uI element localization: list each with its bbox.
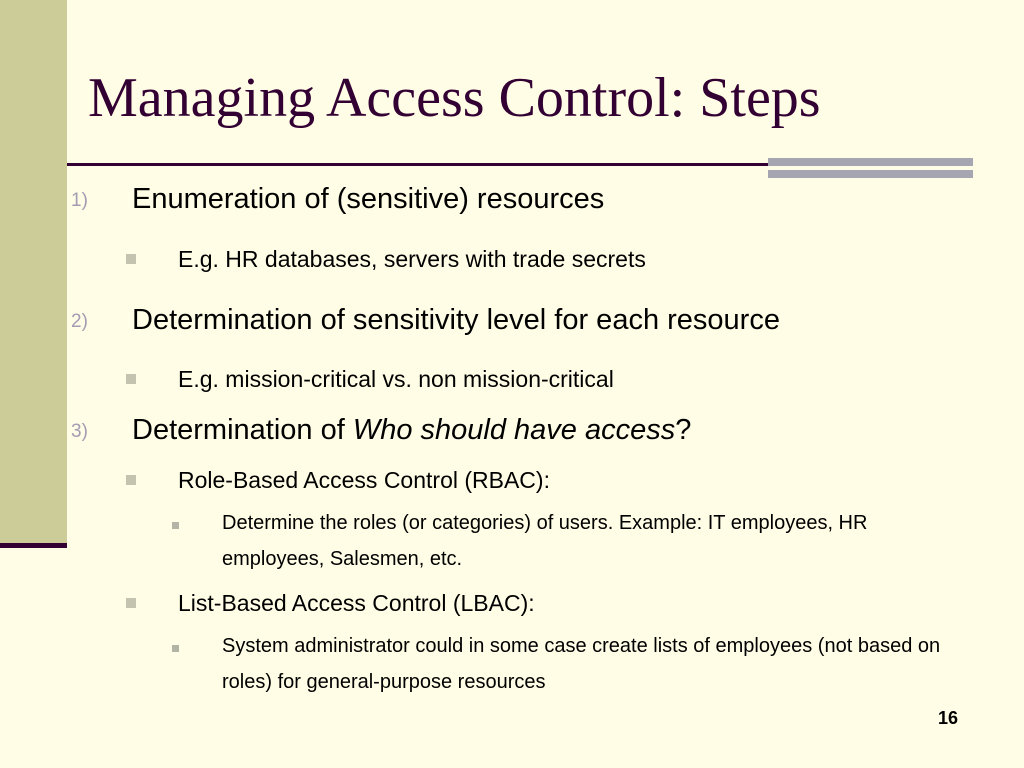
lbac-description: System administrator could in some case create lists of employees (not based on roles) for general-purpose resources [222,635,941,693]
step-1-text: Enumeration of (sensitive) resources [132,183,605,215]
left-accent-bar [0,0,67,546]
rbac-description: Determine the roles (or categories) of users. Example: IT employees, HR employees, Salesmen, etc. [222,512,868,570]
step-number-1: 1) [71,190,88,211]
lbac-heading: List-Based Access Control (LBAC): [178,590,535,616]
bullet-square [126,254,136,264]
bullet-square [126,374,136,384]
bullet-square [126,598,136,608]
decorative-gray-bar-bottom [768,170,973,178]
bullet-square-small [172,522,179,529]
left-accent-underline [0,543,67,548]
rbac-heading: Role-Based Access Control (RBAC): [178,467,550,493]
page-number: 16 [938,708,959,728]
step-2-example: E.g. mission-critical vs. non mission-critical [178,366,614,392]
step-2-text: Determination of sensitivity level for each resource [132,304,780,336]
step-3-text-emphasis: Who should have access [352,414,676,446]
step-3-text [132,413,691,447]
step-number-2: 2) [71,311,88,332]
step-3-text-prefix: Determination of [132,414,353,446]
bullet-square-small [172,645,179,652]
bullet-square [126,475,136,485]
step-1-example: E.g. HR databases, servers with trade secrets [178,246,646,272]
step-3-text-suffix: ? [675,414,692,446]
step-number-3: 3) [71,421,88,442]
slide-title: Managing Access Control: Steps [88,67,821,129]
title-divider [67,163,769,166]
decorative-gray-bar-top [768,158,973,166]
